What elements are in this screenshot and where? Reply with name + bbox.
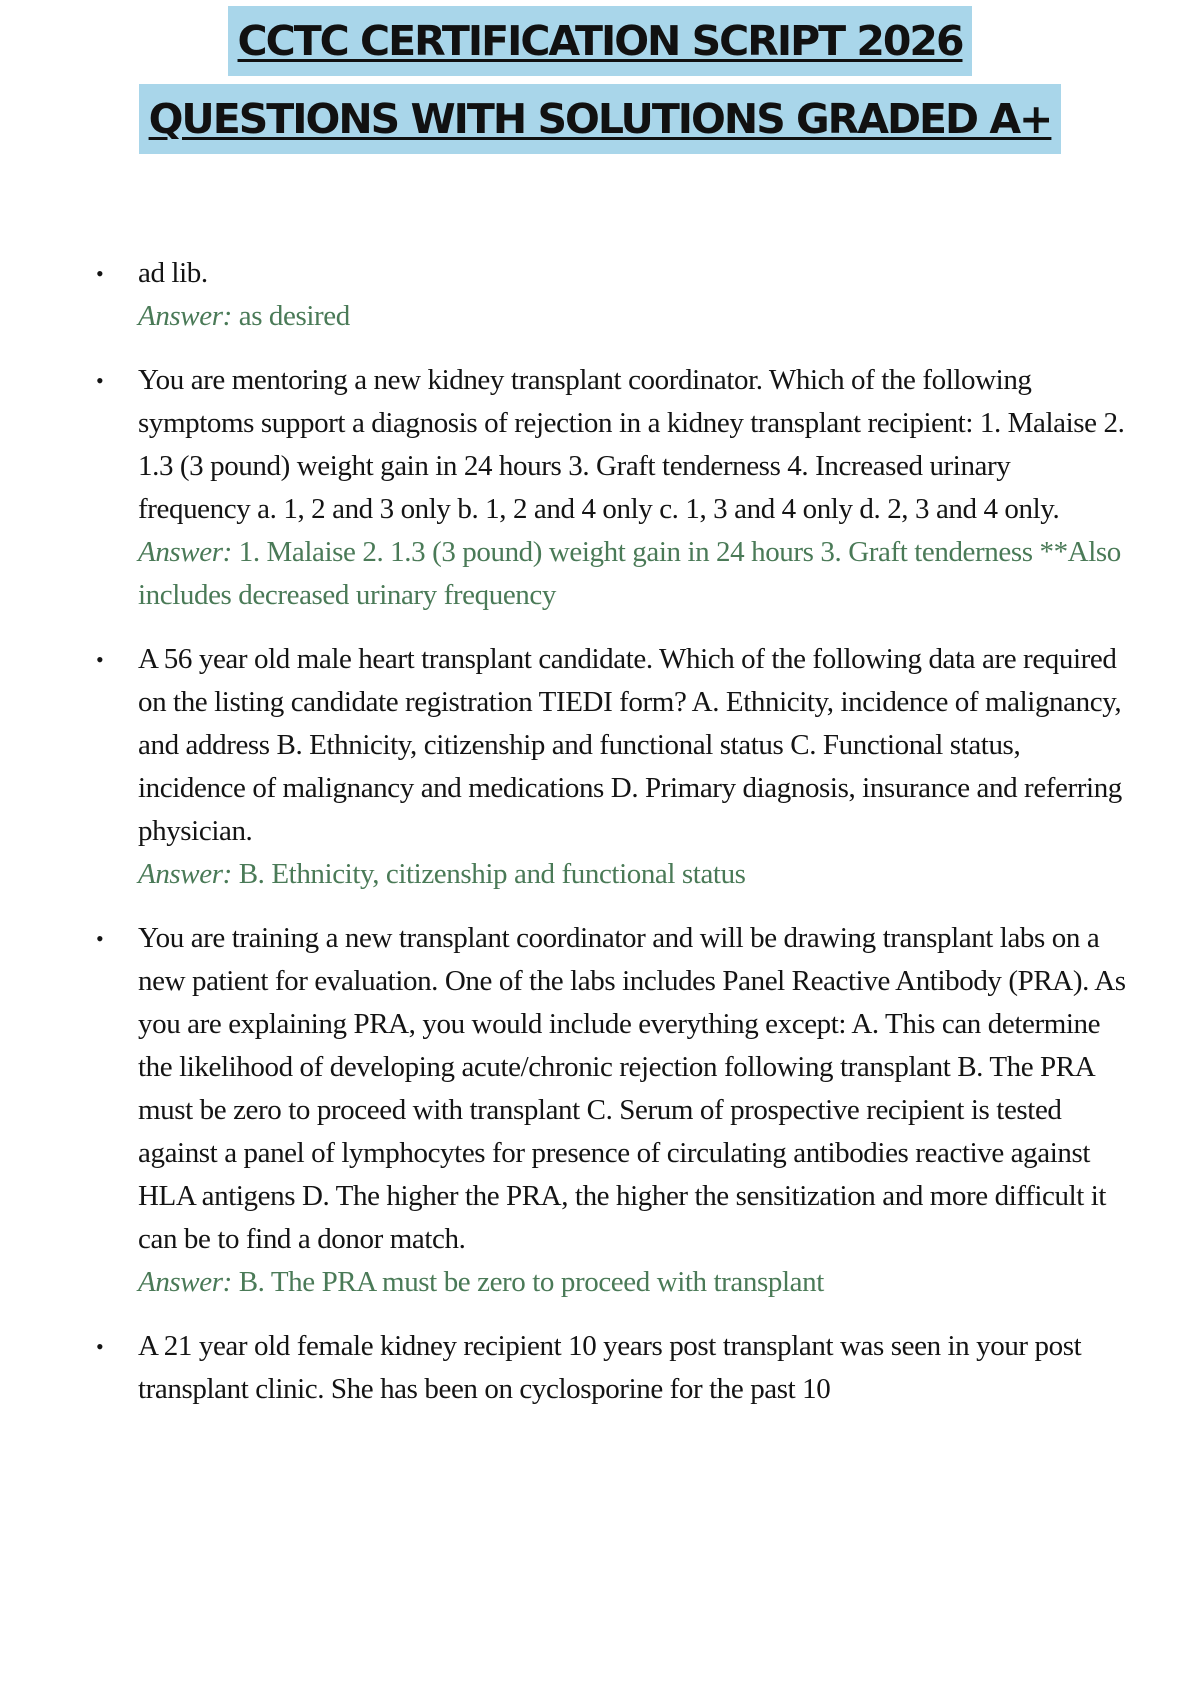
answer-value: B. Ethnicity, citizenship and functional status — [238, 858, 746, 890]
answer-label: Answer: — [138, 536, 232, 568]
answer-value: 1. Malaise 2. 1.3 (3 pound) weight gain in 24 hours 3. Graft tenderness **Also includes decreased urinary frequency — [138, 536, 1121, 611]
answer-text — [138, 1261, 1126, 1304]
qa-item — [96, 917, 1126, 1304]
question-text: ad lib. — [138, 257, 208, 289]
qa-item — [96, 1325, 1126, 1411]
question-text: A 56 year old male heart transplant candidate. Which of the following data are required on the listing candidate registration TIEDI form? A. Ethnicity, incidence of malignancy, and address B. Ethnicity, citizenship and functional status C. Functional status, incidence of malignancy and medications D. Primary diagnosis, insurance and referring physician. — [138, 643, 1122, 847]
bullet-icon: • — [96, 647, 104, 672]
answer-text — [138, 531, 1126, 617]
answer-value: as desired — [238, 300, 350, 332]
bullet-icon: • — [96, 261, 104, 286]
question-text: A 21 year old female kidney recipient 10 years post transplant was seen in your post transplant clinic. She has been on cyclosporine for the past 10 — [138, 1330, 1082, 1405]
title-line-2: QUESTIONS WITH SOLUTIONS GRADED A+ — [139, 84, 1062, 154]
question-text: You are training a new transplant coordinator and will be drawing transplant labs on a new patient for evaluation. One of the labs includes Panel Reactive Antibody (PRA). As you are explaining PRA, you would include everything except: A. This can determine the likelihood of developing acute/chronic rejection following transplant B. The PRA must be zero to proceed with transplant C. Serum of prospective recipient is tested against a panel of lymphocytes for presence of circulating antibodies reactive against HLA antigens D. The higher the PRA, the higher the sensitization and more difficult it can be to find a donor match. — [138, 922, 1126, 1255]
qa-item — [96, 359, 1126, 617]
question-text: You are mentoring a new kidney transplant coordinator. Which of the following symptoms support a diagnosis of rejection in a kidney transplant recipient: 1. Malaise 2. 1.3 (3 pound) weight gain in 24 hours 3. Graft tenderness 4. Increased urinary frequency a. 1, 2 and 3 only b. 1, 2 and 4 only c. 1, 3 and 4 only d. 2, 3 and 4 only. — [138, 364, 1125, 525]
title-line-1: CCTC CERTIFICATION SCRIPT 2026 — [228, 6, 973, 76]
qa-list — [96, 252, 1126, 1432]
answer-text — [138, 853, 1126, 896]
answer-label: Answer: — [138, 1266, 232, 1298]
answer-label: Answer: — [138, 300, 232, 332]
bullet-icon: • — [96, 368, 104, 393]
answer-value: B. The PRA must be zero to proceed with transplant — [238, 1266, 824, 1298]
bullet-icon: • — [96, 1334, 104, 1359]
bullet-icon: • — [96, 926, 104, 951]
qa-item — [96, 638, 1126, 896]
answer-label: Answer: — [138, 858, 232, 890]
qa-item — [96, 252, 1126, 338]
document-title — [0, 6, 1200, 154]
answer-text — [138, 295, 1126, 338]
